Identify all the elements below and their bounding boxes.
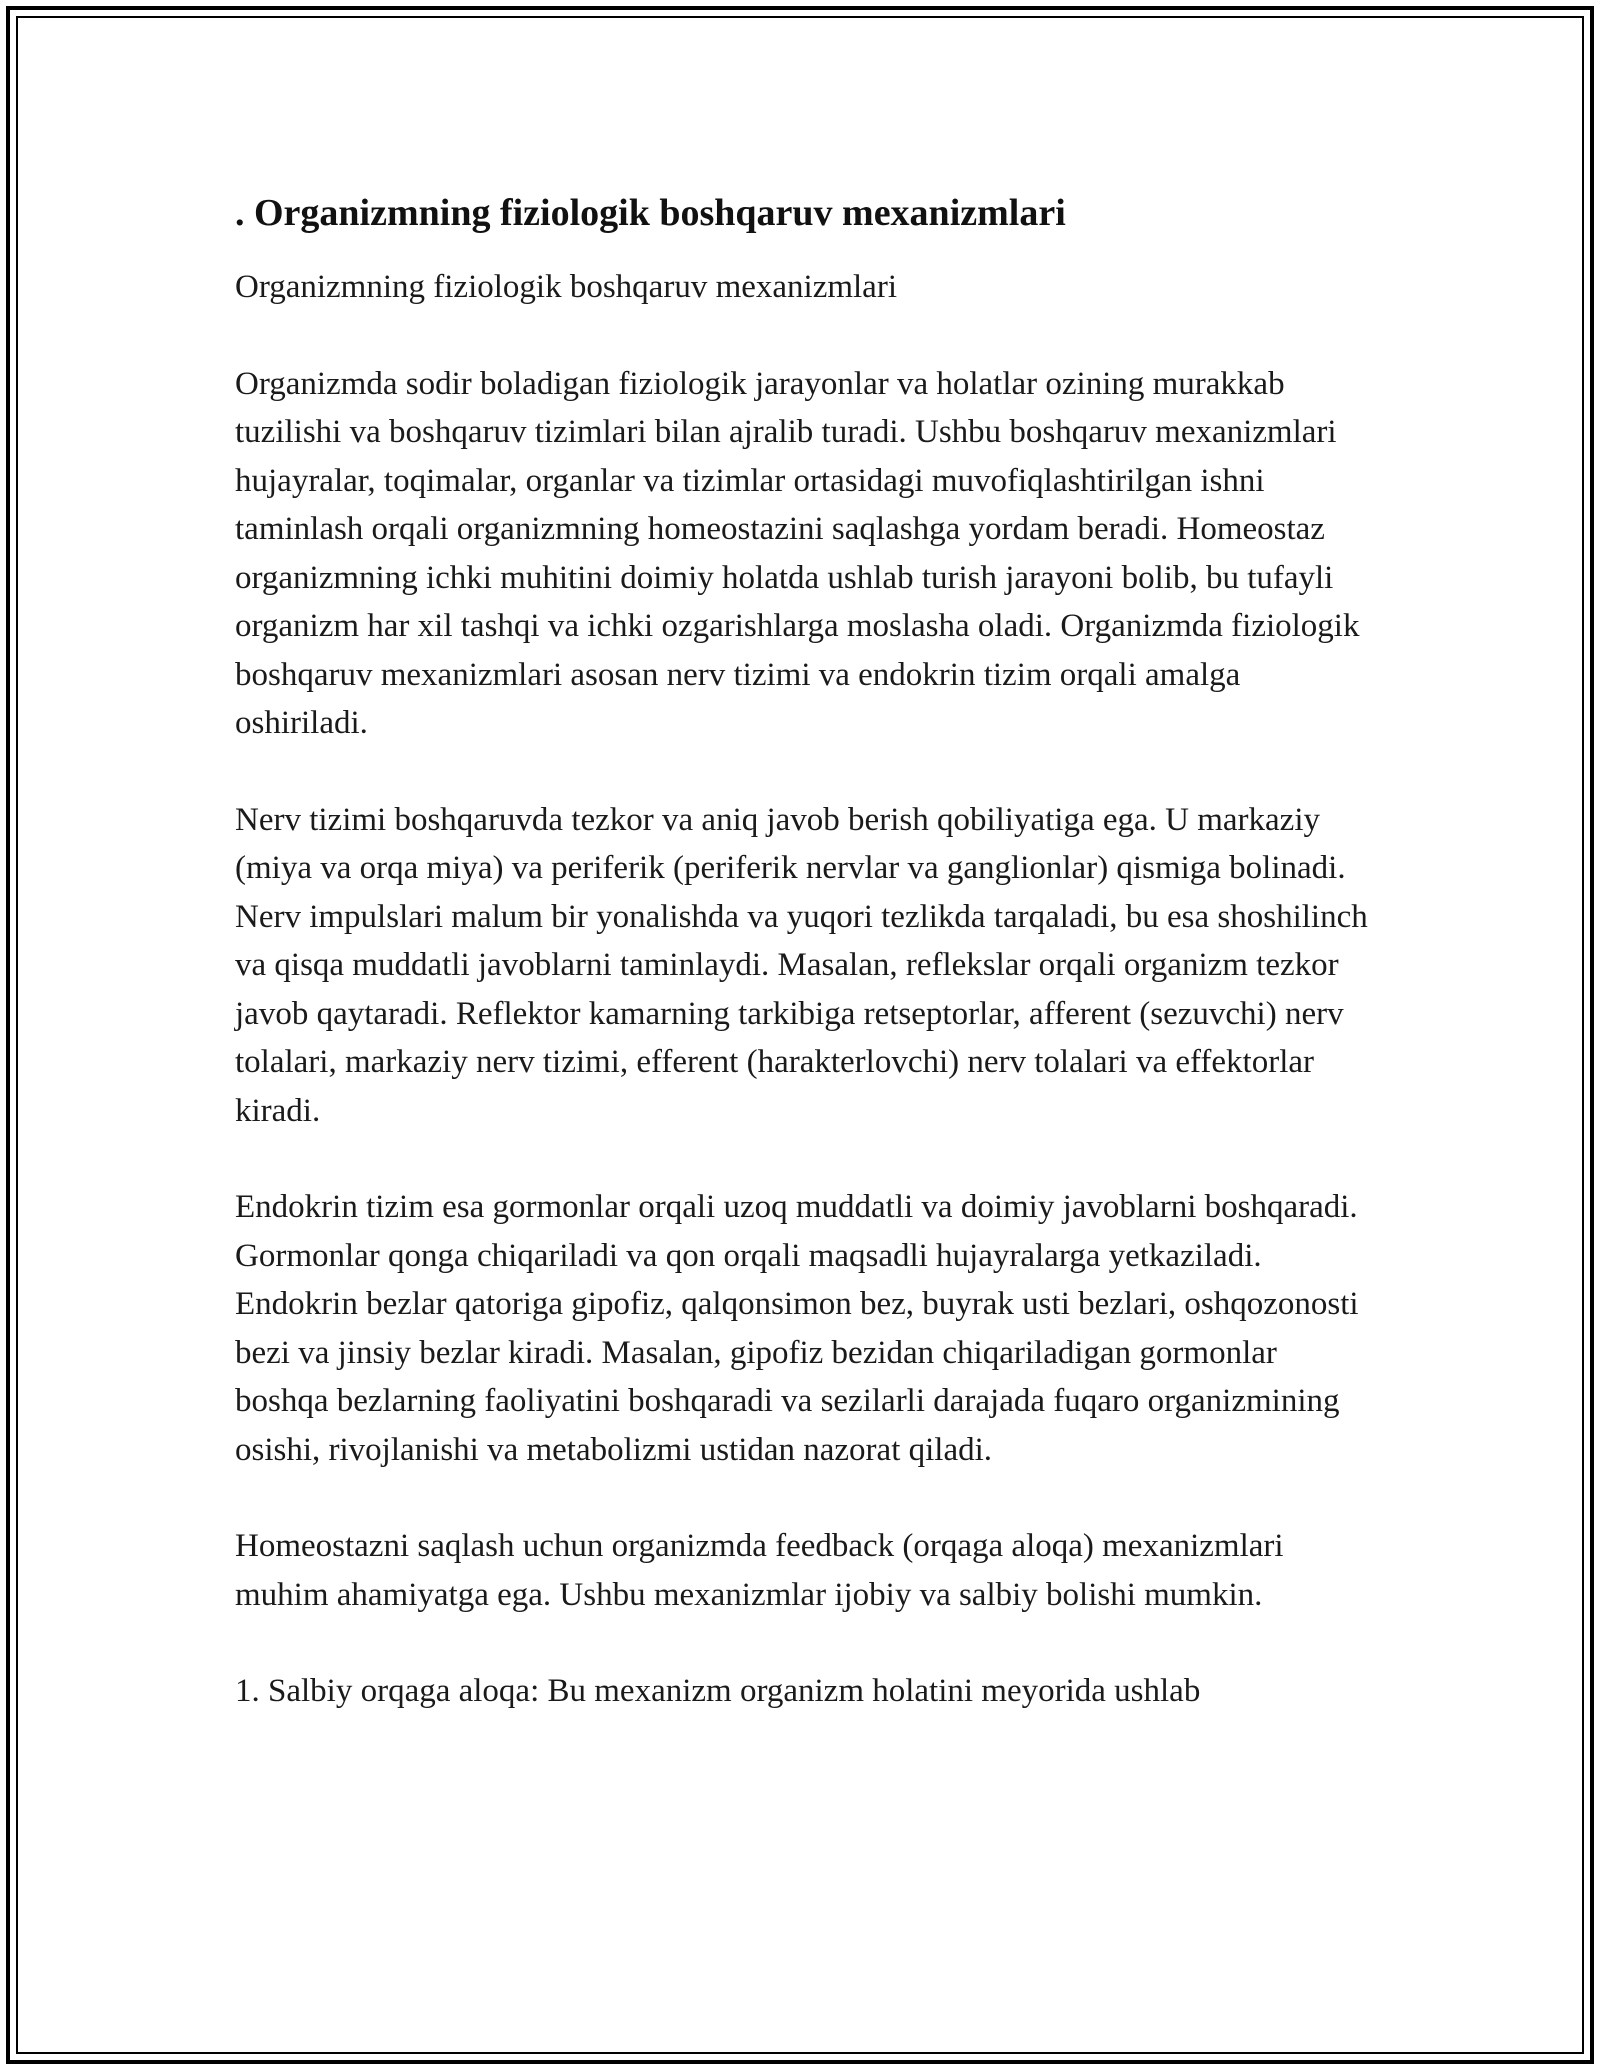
paragraph-nervous-system: Nerv tizimi boshqaruvda tezkor va aniq javob berish qobiliyatiga ega. U markaziy (miya va orqa miya) va periferik (periferik nervlar va ganglionlar) qismiga bolinadi. Nerv impulslari malum bir yonalishda va yuqori tezlikda tarqaladi, bu esa shoshilinch va qisqa muddatli javoblarni taminlaydi. Masalan, reflekslar orqali organizm tezkor javob qaytaradi. Reflektor kamarning tarkibiga retseptorlar, afferent (sezuvchi) nerv tolalari, markaziy nerv tizimi, efferent (harakterlovchi) nerv tolalari va effektorlar kiradi. [235, 801, 1368, 1129]
document-content [235, 188, 1370, 1716]
paragraph-endocrine-system: Endokrin tizim esa gormonlar orqali uzoq muddatli va doimiy javoblarni boshqaradi. Gormonlar qonga chiqariladi va qon orqali maqsadli hujayralarga yetkaziladi. Endokrin bezlar qatoriga gipofiz, qalqonsimon bez, buyrak usti bezlari, oshqozonosti bezi va jinsiy bezlar kiradi. Masalan, gipofiz bezidan chiqariladigan gormonlar boshqa bezlarning faoliyatini boshqaradi va sezilarli darajada fuqaro organizmining osishi, rivojlanishi va metabolizmi ustidan nazorat qiladi. [235, 1189, 1359, 1468]
paragraph-feedback: Homeostazni saqlash uchun organizmda feedback (orqaga aloqa) mexanizmlari muhim ahamiyatga ega. Ushbu mexanizmlar ijobiy va salbiy bolishi mumkin. [235, 1528, 1284, 1613]
list-item-negative-feedback: 1. Salbiy orqaga aloqa: Bu mexanizm organizm holatini meyorida ushlab [235, 1673, 1201, 1709]
document-title: . Organizmning fiziologik boshqaruv mexanizmlari [235, 192, 1066, 234]
document-subtitle: Organizmning fiziologik boshqaruv mexanizmlari [235, 269, 897, 305]
paragraph-homeostasis-intro: Organizmda sodir boladigan fiziologik jarayonlar va holatlar ozining murakkab tuzilishi va boshqaruv tizimlari bilan ajralib turadi. Ushbu boshqaruv mexanizmlari hujayralar, toqimalar, organlar va tizimlar ortasidagi muvofiqlashtirilgan ishni taminlash orqali organizmning homeostazini saqlashga yordam beradi. Homeostaz organizmning ichki muhitini doimiy holatda ushlab turish jarayoni bolib, bu tufayli organizm har xil tashqi va ichki ozgarishlarga moslasha oladi. Organizmda fiziologik boshqaruv mexanizmlari asosan nerv tizimi va endokrin tizim orqali amalga oshiriladi. [235, 365, 1360, 741]
